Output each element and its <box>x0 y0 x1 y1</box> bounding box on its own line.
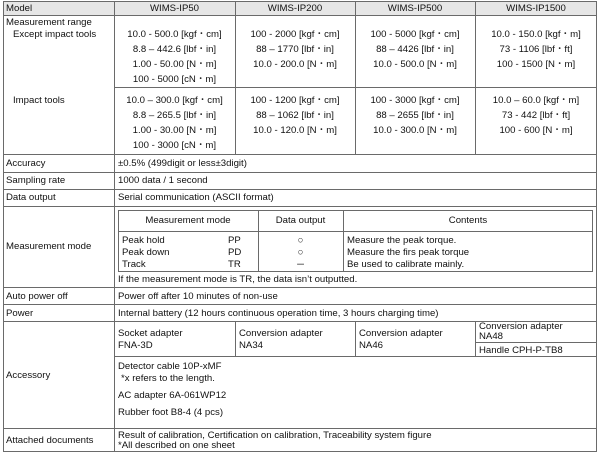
divider <box>3 287 597 288</box>
impact-label: Impact tools <box>13 95 65 106</box>
range-value: 100 - 3000 [kgf・cm] <box>370 95 460 106</box>
model-ip50: WIMS-IP50 <box>149 3 200 14</box>
range-value: 73 - 1106 [lbf・ft] <box>499 44 573 55</box>
range-value: 10.0 - 150.0 [kgf・m] <box>491 29 581 40</box>
handle: Handle CPH-P-TB8 <box>479 345 563 356</box>
range-value: 10.0 - 500.0 [kgf・cm] <box>127 29 222 40</box>
range-value: 88 – 4426 [lbf・in] <box>376 44 454 55</box>
mode-code: PP <box>228 235 241 246</box>
output-label: Data output <box>6 192 56 203</box>
divider <box>3 304 597 305</box>
mode-code: PD <box>228 247 242 258</box>
divider <box>235 321 236 356</box>
mode-name: Peak hold <box>122 235 165 246</box>
mode-name: Peak down <box>122 247 170 258</box>
sampling-value: 1000 data / 1 second <box>118 175 208 186</box>
mode-contents: Be used to calibrate mainly. <box>347 259 465 270</box>
docs-note: *All described on one sheet <box>118 440 235 451</box>
power-value: Internal battery (12 hours continuous operation time, 3 hours charging time) <box>118 308 439 319</box>
power-off-label: Auto power off <box>6 291 68 302</box>
range-value: 1.00 - 30.00 [N・m] <box>132 125 217 136</box>
power-off-value: Power off after 10 minutes of non-use <box>118 291 278 302</box>
model-ip500: WIMS-IP500 <box>387 3 443 14</box>
divider <box>475 342 597 343</box>
sampling-label: Sampling rate <box>6 175 66 186</box>
socket-adapter: Socket adapter <box>118 328 183 339</box>
range-value: 8.8 – 442.6 [lbf・in] <box>132 44 217 55</box>
mode-header: Data output <box>275 215 326 226</box>
mode-header: Contents <box>448 215 488 226</box>
conversion-adapter-code: NA46 <box>359 340 383 351</box>
range-value: 100 - 5000 [kgf・cm] <box>370 29 460 40</box>
mode-output: ─ <box>297 259 304 270</box>
accuracy-label: Accuracy <box>6 158 46 169</box>
range-value: 10.0 – 60.0 [kgf・m] <box>492 95 580 106</box>
docs-label: Attached documents <box>6 435 94 446</box>
divider <box>3 428 597 429</box>
accessory-label: Accessory <box>6 370 51 381</box>
range-value: 1.00 - 50.00 [N・m] <box>132 59 217 70</box>
ac-adapter: AC adapter 6A-061WP12 <box>118 390 227 401</box>
mode-code: TR <box>228 259 241 270</box>
cable-note: *x refers to the length. <box>121 373 215 384</box>
mode-label: Measurement mode <box>6 241 92 252</box>
output-value: Serial communication (ASCII format) <box>118 192 274 203</box>
range-value: 10.0 - 120.0 [N・m] <box>253 125 337 136</box>
power-label: Power <box>6 308 34 319</box>
mode-name: Track <box>122 259 146 270</box>
mode-output: ○ <box>297 247 304 258</box>
except-label: Except impact tools <box>13 29 97 40</box>
divider <box>3 172 597 173</box>
range-value: 73 - 442 [lbf・ft] <box>501 110 571 121</box>
divider <box>3 154 597 155</box>
mode-header: Measurement mode <box>145 215 231 226</box>
range-value: 88 – 2655 [lbf・in] <box>376 110 454 121</box>
accuracy-value: ±0.5% (499digit or less±3digit) <box>118 158 247 169</box>
divider <box>3 189 597 190</box>
range-value: 88 – 1770 [lbf・in] <box>256 44 334 55</box>
range-value: 10.0 - 500.0 [N・m] <box>373 59 457 70</box>
docs-line: Result of calibration, Certification on calibration, Traceability system figure <box>118 430 432 441</box>
model-ip200: WIMS-IP200 <box>267 3 323 14</box>
range-value: 8.8 – 265.5 [lbf・in] <box>132 110 217 121</box>
conversion-adapter: Conversion adapter <box>239 328 323 339</box>
divider <box>3 15 597 16</box>
range-value: 10.0 – 300.0 [kgf・cm] <box>126 95 223 106</box>
range-value: 10.0 - 200.0 [N・m] <box>253 59 337 70</box>
divider <box>114 356 597 357</box>
range-value: 100 - 1500 [N・m] <box>496 59 576 70</box>
divider <box>475 321 476 356</box>
range-label: Measurement range <box>6 17 92 28</box>
socket-adapter-code: FNA-3D <box>118 340 153 351</box>
model-label: Model <box>6 3 33 14</box>
divider <box>118 231 593 232</box>
conversion-adapter: Conversion adapter <box>479 321 563 332</box>
conversion-adapter: Conversion adapter <box>359 328 443 339</box>
detector-cable: Detector cable 10P-xMF <box>118 361 222 372</box>
rubber-foot: Rubber foot B8-4 (4 pcs) <box>118 407 224 418</box>
model-ip1500: WIMS-IP1500 <box>506 3 566 14</box>
range-value: 100 - 3000 [cN・m] <box>132 140 217 151</box>
divider <box>355 321 356 356</box>
mode-contents: Measure the peak torque. <box>347 235 457 246</box>
mode-output: ○ <box>297 235 304 246</box>
range-value: 100 - 5000 [cN・m] <box>132 74 217 85</box>
range-value: 88 – 1062 [lbf・in] <box>256 110 334 121</box>
divider <box>3 206 597 207</box>
range-value: 100 - 2000 [kgf・cm] <box>250 29 340 40</box>
mode-note: If the measurement mode is TR, the data isn’t outputted. <box>118 274 358 285</box>
range-value: 10.0 - 300.0 [N・m] <box>373 125 457 136</box>
range-value: 100 - 600 [N・m] <box>499 125 573 136</box>
conversion-adapter-code: NA48 <box>479 331 503 342</box>
range-value: 100 - 1200 [kgf・cm] <box>250 95 340 106</box>
conversion-adapter-code: NA34 <box>239 340 263 351</box>
mode-contents: Measure the firs peak torque <box>347 247 470 258</box>
